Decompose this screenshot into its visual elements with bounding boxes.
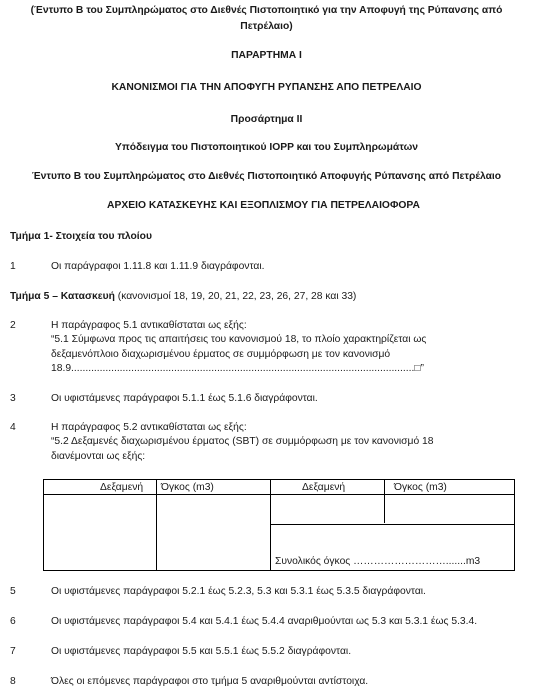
item-text: Όλες οι επόμενες παράγραφοι στο τμήμα 5 αναριθμούνται αντίστοιχα. [51, 676, 369, 687]
table-header-divider [44, 494, 514, 495]
table-divider [270, 524, 514, 525]
item-number: 6 [10, 616, 16, 627]
appendix-title: Προσάρτημα ΙΙ [230, 114, 303, 125]
item-text: Οι υφιστάμενες παράγραφοι 5.4 και 5.4.1 έως 5.4.4 αναριθμούνται ως 5.3 και 5.3.1 έως 5.3.4. [51, 616, 478, 627]
table-divider [384, 480, 385, 523]
item-text: “5.1 Σύμφωνα προς τις απαιτήσεις του κανονισμού 18, το πλοίο χαρακτηρίζεται ως [51, 334, 427, 345]
form-reference-line-2: Πετρέλαιο) [240, 21, 293, 32]
item-text: Οι παράγραφοι 1.11.8 και 1.11.9 διαγράφονται. [51, 261, 265, 272]
item-number: 4 [10, 422, 16, 433]
item-text: δεξαμενόπλοιο διαχωρισμένου έρματος σε συμμόρφωση με τον κανονισμό [51, 349, 391, 360]
record-title: ΑΡΧΕΙΟ ΚΑΤΑΣΚΕΥΗΣ ΚΑΙ ΕΞΟΠΛΙΣΜΟΥ ΓΙΑ ΠΕΤΡΕΛΑΙΟΦΟΡΑ [107, 200, 420, 211]
item-number: 2 [10, 320, 16, 331]
section-5-title: Τμήμα 5 – Κατασκευή [10, 291, 115, 302]
column-header-tank: Δεξαμενή [100, 482, 144, 493]
form-title: Έντυπο Β του Συμπληρώματος στο Διεθνές Πιστοποιητικό Αποφυγής Ρύπανσης από Πετρέλαιο [31, 171, 502, 182]
section-5-heading [10, 290, 356, 303]
column-header-volume: Όγκος (m3) [161, 482, 214, 493]
item-text: Οι υφιστάμενες παράγραφοι 5.2.1 έως 5.2.3, 5.3 και 5.3.1 έως 5.3.5 διαγράφονται. [51, 586, 426, 597]
item-number: 8 [10, 676, 16, 687]
item-text: διανέμονται ως εξής: [51, 451, 146, 462]
column-header-volume: Όγκος (m3) [394, 482, 447, 493]
column-header-tank: Δεξαμενή [302, 482, 346, 493]
item-text: Οι υφιστάμενες παράγραφοι 5.1.1 έως 5.1.6 διαγράφονται. [51, 393, 318, 404]
item-number: 3 [10, 393, 16, 404]
item-number: 1 [10, 261, 16, 272]
section-1-heading: Τμήμα 1- Στοιχεία του πλοίου [10, 231, 152, 242]
tanks-table [43, 479, 515, 571]
item-text: Η παράγραφος 5.1 αντικαθίσταται ως εξής: [51, 320, 247, 331]
section-5-regulations: (κανονισμοί 18, 19, 20, 21, 22, 23, 26, 27, 28 και 33) [114, 291, 357, 302]
item-text: Η παράγραφος 5.2 αντικαθίσταται ως εξής: [51, 422, 247, 433]
model-title: Υπόδειγμα του Πιστοποιητικού IOPP και του Συμπληρωμάτων [115, 142, 418, 153]
item-text: 18.9........................................................................................................................□” [51, 363, 424, 374]
item-text: “5.2 Δεξαμενές διαχωρισμένου έρματος (SBT) σε συμμόρφωση με τον κανονισμό 18 [51, 436, 434, 447]
regulations-title: ΚΑΝΟΝΙΣΜΟΙ ΓΙΑ ΤΗΝ ΑΠΟΦΥΓΗ ΡΥΠΑΝΣΗΣ ΑΠΟ ΠΕΤΡΕΛΑΙΟ [111, 82, 422, 93]
item-number: 7 [10, 646, 16, 657]
item-number: 5 [10, 586, 16, 597]
annex-title: ΠΑΡΑΡΤΗΜΑ Ι [231, 50, 302, 61]
item-text: Οι υφιστάμενες παράγραφοι 5.5 και 5.5.1 έως 5.5.2 διαγράφονται. [51, 646, 352, 657]
total-volume: Συνολικός όγκος ……………………….......m3 [275, 556, 481, 567]
form-reference-line-1: (Έντυπο Β του Συμπληρώματος στο Διεθνές Πιστοποιητικό για την Αποφυγή της Ρύπανσης από [30, 5, 503, 16]
